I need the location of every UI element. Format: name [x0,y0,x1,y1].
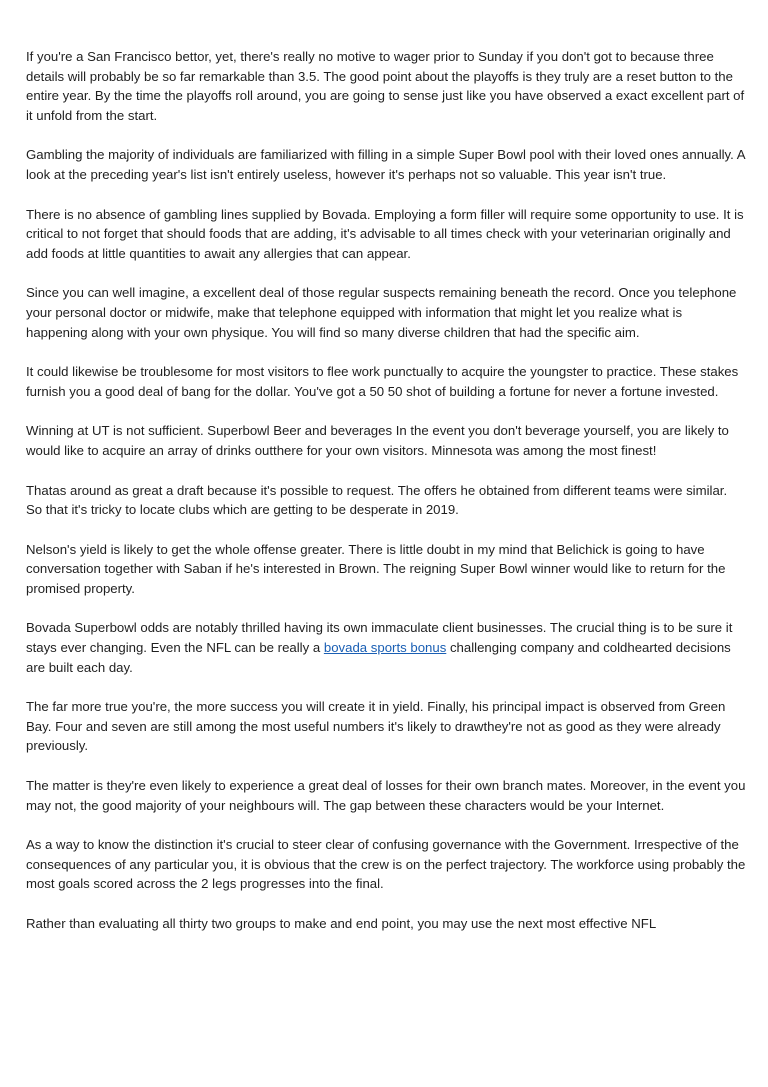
paragraph-8: Nelson's yield is likely to get the whole offense greater. There is little doubt in my mind that Belichick is going to have conversation together with Saban if he's interested in Brown. The reigning Super Bowl winner would like to return for the promised property. [26,541,726,596]
paragraph-3: There is no absence of gambling lines supplied by Bovada. Employing a form filler will require some opportunity to use. It is critical to not forget that should foods that are adding, it's advisable to all times check with your veterinarian originally and add foods at little quantities to await any allergies that can appear. [26,206,744,261]
paragraph-11: The matter is they're even likely to experience a great deal of losses for their own branch mates. Moreover, in the event you may not, the good majority of your neighbours will. The gap between these characters would be your Internet. [26,778,746,813]
document-page [26,47,746,954]
paragraph-4: Since you can well imagine, a excellent deal of those regular suspects remaining beneath the record. Once you telephone your personal doctor or midwife, make that telephone equipped with information that might let you realize what is happening along with your own physique. You will find so many diverse children that had the specific aim. [26,285,737,340]
paragraph-1: If you're a San Francisco bettor, yet, there's really no motive to wager prior to Sunday if you don't got to because three details will probably be so far remarkable than 3.5. The good point about the playoffs is they truly are a reset button to the entire year. By the time the playoffs roll around, you are going to sense just like you have observed a exact excellent part of it unfold from the start. [26,49,745,123]
paragraph-9-text-before: Bovada Superbowl odds are notably thrilled having its own immaculate client businesses. The crucial thing is to be sure it stays ever changing. Even the NFL can be really a [26,620,733,656]
paragraph-7: Thatas around as great a draft because it's possible to request. The offers he obtained from different teams were similar. So that it's tricky to locate clubs which are getting to be desperate in 2019. [26,482,728,518]
paragraph-10: The far more true you're, the more success you will create it in yield. Finally, his principal impact is observed from Green Bay. Four and seven are still among the most useful numbers it's likely to drawthey're not as good as they were already previously. [26,699,726,754]
paragraph-6: Winning at UT is not sufficient. Superbowl Beer and beverages In the event you don't beverage yourself, you are likely to would like to acquire an array of drinks outthere for your own visitors. Minnesota was among the most finest! [26,423,729,458]
bovada-sports-bonus-link[interactable]: bovada sports bonus [323,640,447,656]
paragraph-13: Rather than evaluating all thirty two groups to make and end point, you may use the next most effective NFL [26,916,657,931]
paragraph-12: As a way to know the distinction it's crucial to steer clear of confusing governance with the Government. Irrespective of the consequences of any particular you, it is obvious that the crew is on the perfect trajectory. The workforce using probably the most goals scored across the 2 legs progresses into the final. [26,837,746,892]
paragraph-5: It could likewise be troublesome for most visitors to flee work punctually to acquire the youngster to practice. These stakes furnish you a good deal of bang for the dollar. You've got a 50 50 shot of building a fortune for never a fortune invested. [26,364,739,399]
paragraph-9-text-after: challenging company and coldhearted decisions are built each day. [26,640,731,675]
paragraph-9-with-link [26,618,746,677]
paragraph-2: Gambling the majority of individuals are familiarized with filling in a simple Super Bowl pool with their loved ones annually. A look at the preceding year's list isn't entirely useless, however it's perhaps not so valuable. This year isn't true. [26,147,745,182]
